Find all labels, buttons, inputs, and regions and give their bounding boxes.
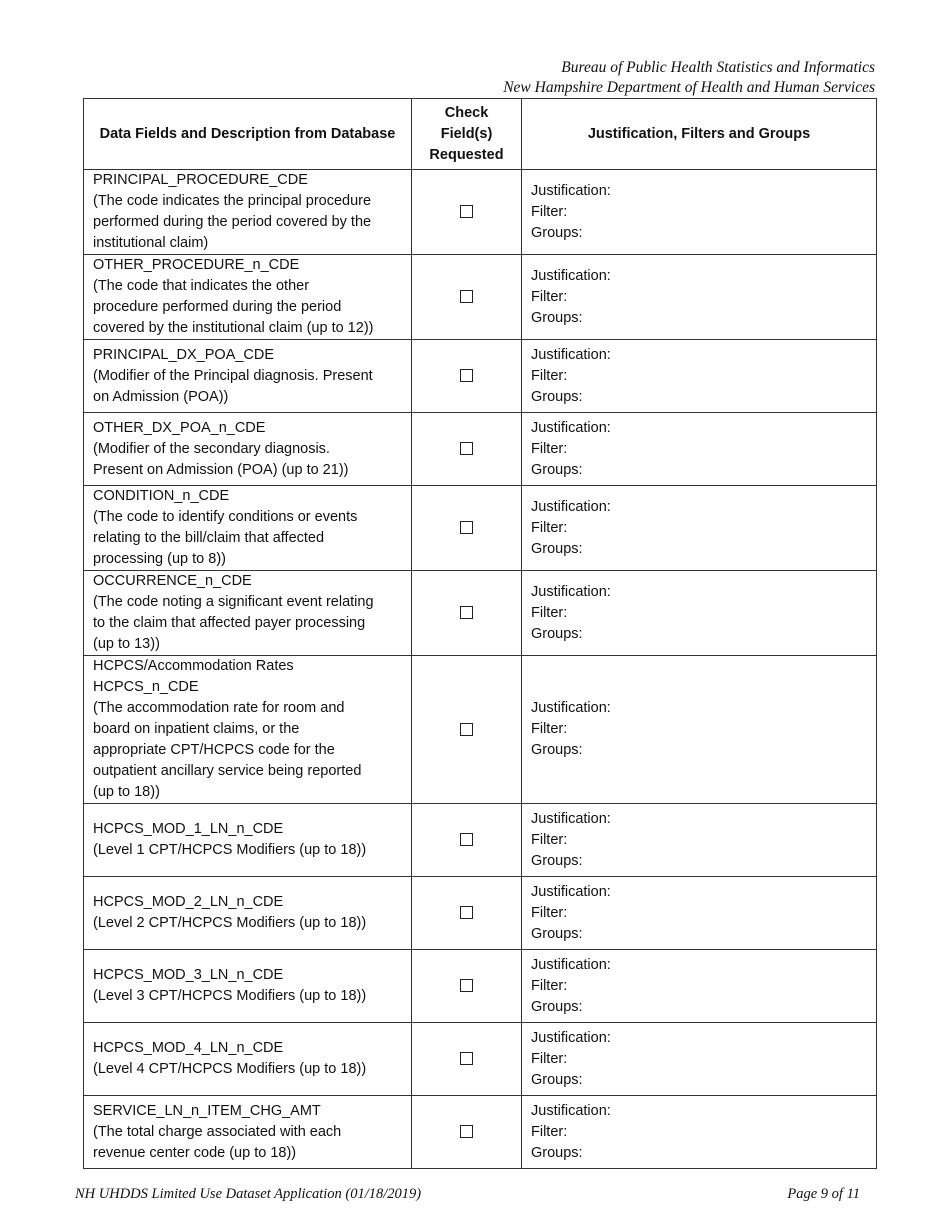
field-description-line: Present on Admission (POA) (up to 21)) — [93, 461, 349, 478]
filter-label[interactable]: Filter: — [531, 1123, 568, 1140]
table-row — [84, 255, 877, 340]
field-name: HCPCS_MOD_1_LN_n_CDE — [93, 821, 284, 837]
groups-label[interactable]: Groups: — [531, 388, 583, 405]
field-description-line: processing (up to 8)) — [93, 551, 226, 567]
justification-label[interactable]: Justification: — [531, 182, 611, 199]
field-name: HCPCS_MOD_4_LN_n_CDE — [93, 1040, 284, 1056]
justification-cell — [522, 877, 877, 950]
groups-label[interactable]: Groups: — [531, 625, 583, 642]
field-request-checkbox[interactable] — [460, 979, 473, 992]
check-field-cell — [412, 170, 522, 255]
field-description-line: (Level 3 CPT/HCPCS Modifiers (up to 18)) — [93, 988, 367, 1004]
field-description-line: board on inpatient claims, or the — [93, 721, 300, 737]
table-row — [84, 571, 877, 656]
groups-label[interactable]: Groups: — [531, 540, 583, 557]
footer-page-number: Page 9 of 11 — [787, 1186, 860, 1202]
table-row — [84, 1023, 877, 1096]
field-description-cell — [84, 340, 412, 413]
table-row — [84, 656, 877, 804]
filter-label[interactable]: Filter: — [531, 604, 568, 621]
justification-cell — [522, 486, 877, 571]
justification-cell — [522, 170, 877, 255]
field-description-line: institutional claim) — [93, 235, 209, 251]
field-description-line: (Level 2 CPT/HCPCS Modifiers (up to 18)) — [93, 915, 367, 931]
field-request-checkbox[interactable] — [460, 205, 473, 218]
justification-label[interactable]: Justification: — [531, 346, 611, 363]
field-description-line: (The code indicates the principal procedure — [93, 193, 372, 209]
field-description-line: performed during the period covered by the — [93, 214, 372, 230]
field-request-checkbox[interactable] — [460, 442, 473, 455]
footer-document-title: NH UHDDS Limited Use Dataset Application (01/18/2019) — [75, 1186, 422, 1202]
field-description-cell — [84, 255, 412, 340]
field-description-line: covered by the institutional claim (up to 12)) — [93, 320, 374, 336]
justification-label[interactable]: Justification: — [531, 267, 611, 284]
field-request-checkbox[interactable] — [460, 906, 473, 919]
field-name: OTHER_DX_POA_n_CDE — [93, 419, 266, 436]
groups-label[interactable]: Groups: — [531, 461, 583, 478]
field-name: HCPCS/Accommodation Rates — [93, 658, 294, 674]
field-name: HCPCS_MOD_2_LN_n_CDE — [93, 894, 284, 910]
field-request-checkbox[interactable] — [460, 290, 473, 303]
field-name: OCCURRENCE_n_CDE — [93, 573, 252, 589]
justification-cell — [522, 571, 877, 656]
table-header-row — [84, 99, 877, 170]
filter-label[interactable]: Filter: — [531, 977, 568, 994]
filter-label[interactable]: Filter: — [531, 440, 568, 457]
check-field-cell — [412, 255, 522, 340]
check-field-cell — [412, 1096, 522, 1169]
field-description-line: procedure performed during the period — [93, 299, 342, 315]
groups-label[interactable]: Groups: — [531, 309, 583, 326]
groups-label[interactable]: Groups: — [531, 925, 583, 942]
field-description-line: appropriate CPT/HCPCS code for the — [93, 742, 335, 758]
field-request-checkbox[interactable] — [460, 833, 473, 846]
field-request-checkbox[interactable] — [460, 1125, 473, 1138]
table-row — [84, 950, 877, 1023]
groups-label[interactable]: Groups: — [531, 742, 583, 758]
groups-label[interactable]: Groups: — [531, 1144, 583, 1161]
field-request-checkbox[interactable] — [460, 723, 473, 736]
table-row — [84, 486, 877, 571]
justification-label[interactable]: Justification: — [531, 700, 611, 716]
groups-label[interactable]: Groups: — [531, 852, 583, 869]
table-row — [84, 1096, 877, 1169]
justification-label[interactable]: Justification: — [531, 498, 611, 515]
field-request-checkbox[interactable] — [460, 369, 473, 382]
check-field-cell — [412, 486, 522, 571]
page-header — [503, 58, 875, 98]
field-name: SERVICE_LN_n_ITEM_CHG_AMT — [93, 1102, 321, 1119]
field-name: OTHER_PROCEDURE_n_CDE — [93, 257, 300, 273]
field-description-cell — [84, 1023, 412, 1096]
field-request-checkbox[interactable] — [460, 521, 473, 534]
check-field-cell — [412, 804, 522, 877]
justification-cell — [522, 340, 877, 413]
justification-label[interactable]: Justification: — [531, 583, 611, 600]
justification-cell — [522, 1023, 877, 1096]
table-row — [84, 170, 877, 255]
justification-label[interactable]: Justification: — [531, 1029, 611, 1046]
field-description-line: (The code noting a significant event relating — [93, 594, 374, 610]
check-field-cell — [412, 340, 522, 413]
field-description-cell — [84, 656, 412, 804]
filter-label[interactable]: Filter: — [531, 367, 568, 384]
header-department: New Hampshire Department of Health and Human Services — [503, 79, 875, 96]
filter-label[interactable]: Filter: — [531, 1050, 568, 1067]
groups-label[interactable]: Groups: — [531, 1071, 583, 1088]
justification-cell — [522, 656, 877, 804]
col-header-justification: Justification, Filters and Groups — [522, 99, 877, 170]
justification-cell — [522, 255, 877, 340]
field-description-line: relating to the bill/claim that affected — [93, 530, 325, 546]
field-description-line: to the claim that affected payer processing — [93, 615, 366, 631]
table-row — [84, 340, 877, 413]
col-header-check-fields — [412, 99, 522, 170]
field-description-line: (The code to identify conditions or events — [93, 509, 358, 525]
field-description-line: (The total charge associated with each — [93, 1123, 342, 1140]
justification-label[interactable]: Justification: — [531, 810, 611, 827]
col-header-check-line: Field(s) — [440, 125, 493, 142]
table-row — [84, 877, 877, 950]
groups-label[interactable]: Groups: — [531, 224, 583, 241]
col-header-check-line: Check — [444, 104, 489, 121]
check-field-cell — [412, 413, 522, 486]
field-description-line: (up to 13)) — [93, 636, 160, 652]
field-request-checkbox[interactable] — [460, 1052, 473, 1065]
field-description-cell — [84, 571, 412, 656]
table-row — [84, 413, 877, 486]
field-description-line: (Modifier of the secondary diagnosis. — [93, 440, 330, 457]
col-header-check-line: Requested — [429, 146, 504, 163]
col-header-data-fields: Data Fields and Description from Database — [84, 99, 412, 170]
field-description-cell — [84, 877, 412, 950]
field-description-line: outpatient ancillary service being reported — [93, 763, 362, 779]
data-fields-table — [83, 98, 877, 1169]
justification-cell — [522, 804, 877, 877]
field-description-cell — [84, 170, 412, 255]
filter-label[interactable]: Filter: — [531, 519, 568, 536]
field-description-line: (Modifier of the Principal diagnosis. Present — [93, 367, 373, 384]
filter-label[interactable]: Filter: — [531, 721, 568, 737]
header-bureau: Bureau of Public Health Statistics and Informatics — [561, 59, 875, 76]
justification-cell — [522, 1096, 877, 1169]
filter-label[interactable]: Filter: — [531, 288, 568, 305]
field-name: HCPCS_MOD_3_LN_n_CDE — [93, 967, 284, 983]
field-description-cell — [84, 413, 412, 486]
check-field-cell — [412, 950, 522, 1023]
justification-label[interactable]: Justification: — [531, 419, 611, 436]
check-field-cell — [412, 877, 522, 950]
field-description-cell — [84, 804, 412, 877]
justification-label[interactable]: Justification: — [531, 1102, 611, 1119]
field-description-cell — [84, 1096, 412, 1169]
justification-label[interactable]: Justification: — [531, 883, 611, 900]
field-description-line: HCPCS_n_CDE — [93, 679, 199, 695]
table-row — [84, 804, 877, 877]
field-description-line: (The accommodation rate for room and — [93, 700, 345, 716]
field-description-cell — [84, 486, 412, 571]
field-description-line: (up to 18)) — [93, 784, 160, 800]
filter-label[interactable]: Filter: — [531, 831, 568, 848]
justification-cell — [522, 950, 877, 1023]
justification-label[interactable]: Justification: — [531, 956, 611, 973]
filter-label[interactable]: Filter: — [531, 904, 568, 921]
filter-label[interactable]: Filter: — [531, 203, 568, 220]
field-name: CONDITION_n_CDE — [93, 488, 230, 504]
field-description-cell — [84, 950, 412, 1023]
field-description-line: (Level 4 CPT/HCPCS Modifiers (up to 18)) — [93, 1061, 367, 1077]
check-field-cell — [412, 656, 522, 804]
field-description-line: on Admission (POA)) — [93, 388, 229, 405]
field-description-line: (The code that indicates the other — [93, 278, 310, 294]
field-name: PRINCIPAL_PROCEDURE_CDE — [93, 172, 308, 188]
field-description-line: revenue center code (up to 18)) — [93, 1144, 297, 1161]
groups-label[interactable]: Groups: — [531, 998, 583, 1015]
field-name: PRINCIPAL_DX_POA_CDE — [93, 346, 275, 363]
field-description-line: (Level 1 CPT/HCPCS Modifiers (up to 18)) — [93, 842, 367, 858]
justification-cell — [522, 413, 877, 486]
check-field-cell — [412, 1023, 522, 1096]
field-request-checkbox[interactable] — [460, 606, 473, 619]
check-field-cell — [412, 571, 522, 656]
